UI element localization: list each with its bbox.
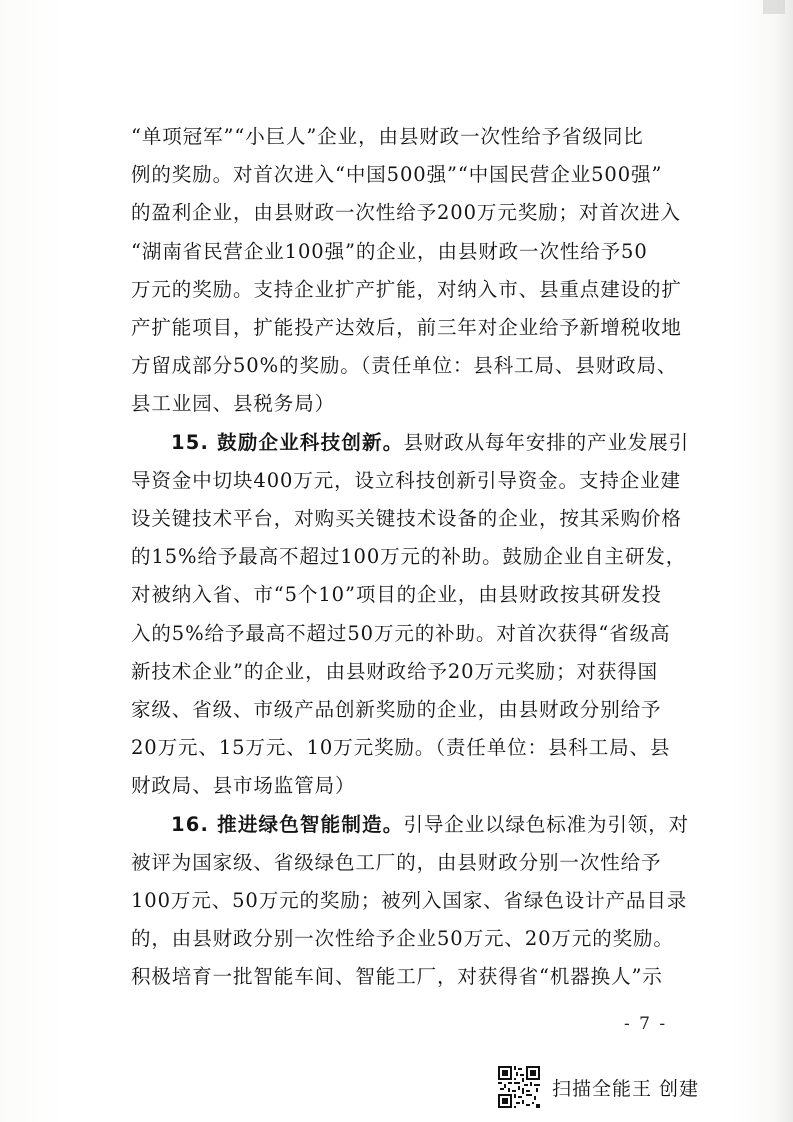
section-15-line: 入的5%给予最高不超过50万元的补助。对首次获得“省级高 xyxy=(131,621,671,645)
body-line: 县工业园、县税务局） xyxy=(131,392,336,416)
qr-code-icon xyxy=(496,1064,542,1110)
body-line: “湖南省民营企业100强”的企业，由县财政一次性给予50 xyxy=(131,239,648,263)
section-15-line: 财政局、县市场监管局） xyxy=(131,774,356,798)
body-line: “单项冠军”“小巨人”企业，由县财政一次性给予省级同比 xyxy=(131,125,644,148)
section-15-line: 家级、省级、市级产品创新奖励的企业，由县财政分别给予 xyxy=(131,698,662,722)
section-15-line: 设关键技术平台，对购买关键技术设备的企业，按其采购价格 xyxy=(131,507,682,531)
section-16-line: 积极培育一批智能车间、智能工厂，对获得省“机器换人”示 xyxy=(131,965,663,989)
section-16-line: 被评为国家级、省级绿色工厂的，由县财政分别一次性给予 xyxy=(131,850,662,874)
section-15-first-line xyxy=(131,424,690,462)
body-line: 的盈利企业，由县财政一次性给予200万元奖励；对首次进入 xyxy=(131,201,681,225)
body-line: 产扩能项目，扩能投产达效后，前三年对企业给予新增税收地 xyxy=(131,316,682,340)
watermark-text: 扫描全能王 创建 xyxy=(552,1077,700,1100)
page-number: - 7 - xyxy=(624,1014,668,1034)
document-body xyxy=(131,118,690,997)
scanner-watermark xyxy=(496,1062,699,1112)
section-15-line: 对被纳入省、市“5个10”项目的企业，由县财政按其研发投 xyxy=(131,583,662,607)
page-edge-shadow xyxy=(775,0,793,1122)
scan-corner-mark xyxy=(763,0,785,14)
body-line: 方留成部分50%的奖励。（责任单位：县科工局、县财政局、 xyxy=(131,354,678,378)
section-15-line: 导资金中切块400万元，设立科技创新引导资金。支持企业建 xyxy=(131,468,681,492)
section-16-heading: 16. 推进绿色智能制造。 xyxy=(171,812,404,836)
section-15-intro: 县财政从每年安排的产业发展引 xyxy=(403,430,690,454)
section-15-line: 新技术企业”的企业，由县财政给予20万元奖励；对获得国 xyxy=(131,659,659,683)
section-16-first-line xyxy=(131,806,690,844)
section-16-intro: 引导企业以绿色标准为引领，对 xyxy=(403,812,690,836)
section-15-line: 的15%给予最高不超过100万元的补助。鼓励企业自主研发， xyxy=(131,545,687,569)
section-16-line: 100万元、50万元的奖励；被列入国家、省绿色设计产品目录 xyxy=(131,889,688,913)
body-line: 例的奖励。对首次进入“中国500强”“中国民营企业500强” xyxy=(131,163,663,187)
section-15-line: 20万元、15万元、10万元奖励。（责任单位：县科工局、县 xyxy=(131,736,671,760)
section-16-line: 的，由县财政分别一次性给予企业50万元、20万元的奖励。 xyxy=(131,927,674,951)
section-15-heading: 15. 鼓励企业科技创新。 xyxy=(171,430,404,454)
body-line: 万元的奖励。支持企业扩产扩能，对纳入市、县重点建设的扩 xyxy=(131,277,682,301)
